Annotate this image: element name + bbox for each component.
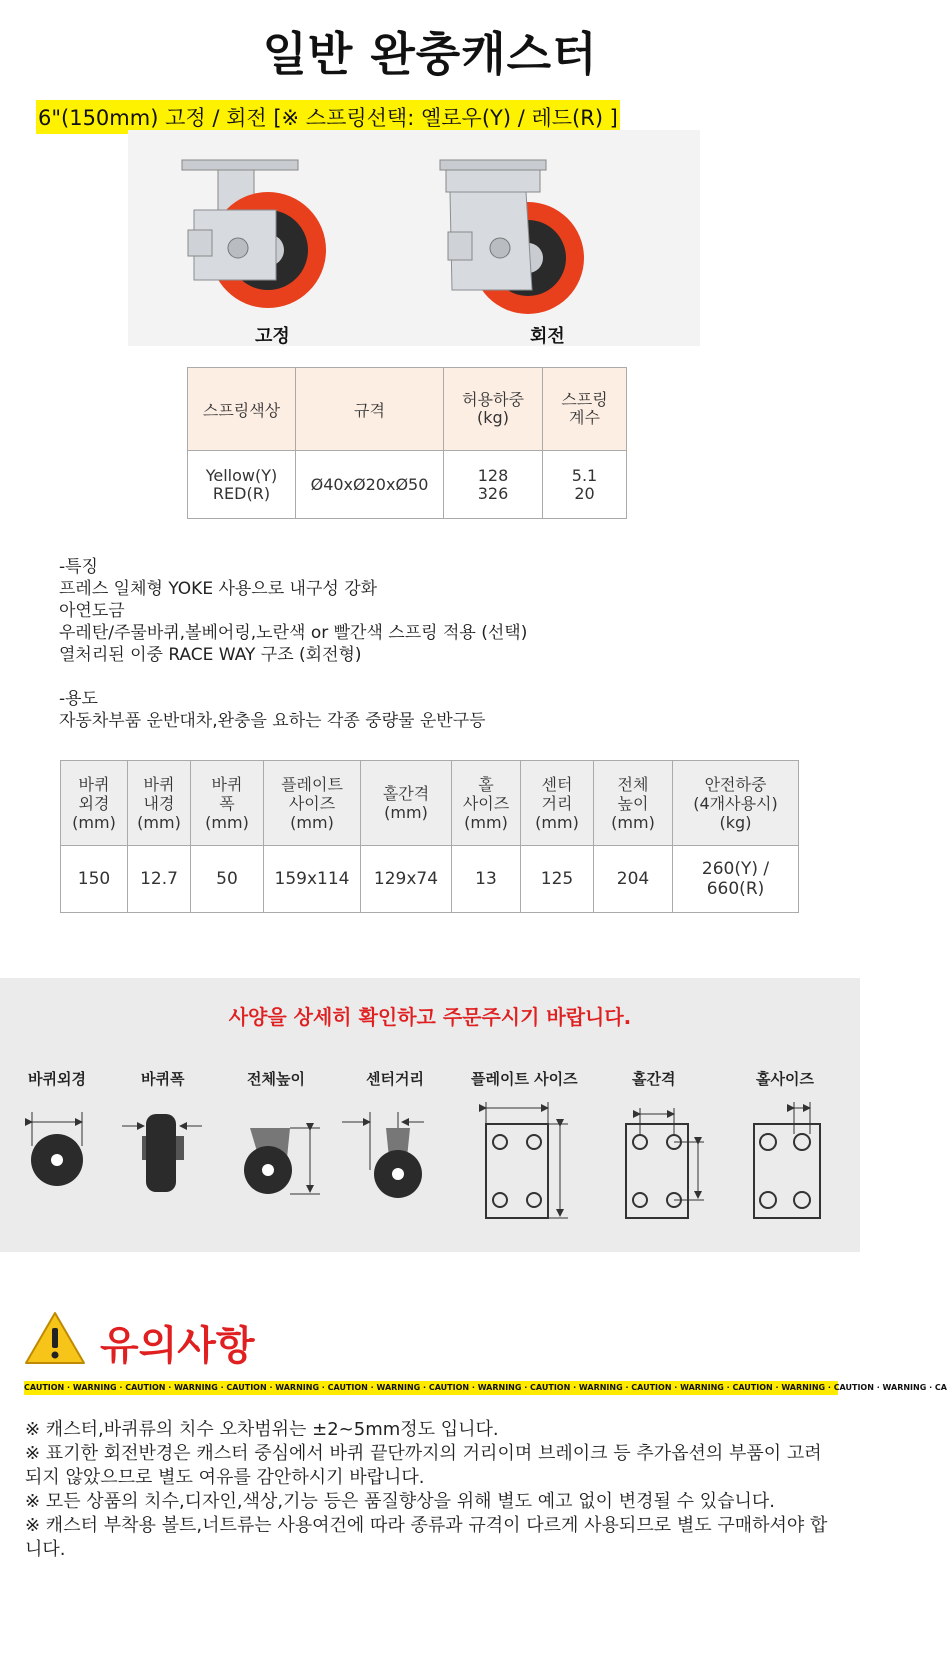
caution-note: ※ 캐스터,바퀴류의 치수 오차범위는 ±2~5mm정도 입니다. [25,1419,499,1440]
spec-cell: 129x74 [361,846,452,913]
diagram-label: 바퀴외경 [28,1070,86,1088]
spec-header: 홀간격 (mm) [361,761,452,846]
hole-size-diagram [754,1102,820,1218]
fixed-caster-photo [182,160,326,308]
spec-cell: 260(Y) / 660(R) [673,846,799,913]
caster-photos [128,130,700,346]
caution-notes [25,1418,835,1562]
wheel-diameter-diagram [31,1112,83,1186]
caution-title: 유의사항 [100,1323,255,1369]
features-text: -특징 프레스 일체형 YOKE 사용으로 내구성 강화 아연도금 우레탄/주물바퀴,볼베어링,노란색 or 빨간색 스프링 적용 (선택) 열처리된 이중 RACE WAY 구조 (회전형) -용도 자동차부품 운반대차,완충을 요하는 각종 중량물 운반구등 [59,557,528,731]
hole-spacing-diagram [626,1108,704,1218]
spec-table-header-row [61,761,799,846]
spring-table-header-row [188,368,627,451]
spring-cell-spec: Ø40xØ20xØ50 [296,451,444,519]
diagram-label: 플레이트 사이즈 [471,1070,578,1088]
spring-cell-load: 128 326 [444,451,543,519]
total-height-diagram [244,1128,320,1194]
fixed-label: 고정 [255,326,290,347]
caution-stripe: CAUTION · WARNING · CAUTION · WARNING · CAUTION · WARNING · CAUTION · WARNING · CAUTION · WARNING · CAUTION · WARNING · CAUTION · WARNING · CAUTION · WARNING · CAUTION · WARNING · CA [24,1381,838,1395]
caution-note: ※ 표기한 회전반경은 캐스터 중심에서 바퀴 끝단까지의 거리이며 브레이크 등 추가옵션의 부품이 고려되지 않았으므로 별도 여유를 감안하시기 바랍니다. [25,1443,822,1488]
dimension-diagrams [0,1098,860,1232]
spec-header: 안전하중 (4개사용시) (kg) [673,761,799,846]
spring-table-row [188,451,627,519]
spec-header: 홀 사이즈 (mm) [452,761,521,846]
spring-header-spec: 규격 [296,368,444,451]
warning-triangle-icon [24,1310,86,1366]
spec-header: 바퀴 외경 (mm) [61,761,128,846]
spec-cell: 150 [61,846,128,913]
product-photo-area [128,130,700,346]
spec-cell: 50 [191,846,264,913]
spec-cell: 13 [452,846,521,913]
diagram-label: 센터거리 [366,1070,424,1088]
spec-cell: 204 [594,846,673,913]
spring-cell-coef: 5.1 20 [543,451,627,519]
spring-header-coef: 스프링 계수 [543,368,627,451]
spec-table [60,760,799,913]
spring-header-color: 스프링색상 [188,368,296,451]
spec-header: 전체 높이 (mm) [594,761,673,846]
wheel-width-diagram [122,1114,202,1192]
diagram-label: 전체높이 [247,1070,305,1088]
spec-cell: 12.7 [128,846,191,913]
spec-header: 센터 거리 (mm) [521,761,594,846]
spec-cell: 159x114 [264,846,361,913]
page-title: 일반 완충캐스터 [262,27,598,81]
spec-table-row [61,846,799,913]
product-subtitle: 6"(150mm) 고정 / 회전 [※ 스프링선택: 옐로우(Y) / 레드(R) ] [36,100,620,134]
caution-note: ※ 캐스터 부착용 볼트,너트류는 사용여건에 따라 종류과 규격이 다르게 사용되므로 별도 구매하셔야 합니다. [25,1515,828,1560]
spring-header-load: 허용하중 (kg) [444,368,543,451]
spring-cell-color: Yellow(Y) RED(R) [188,451,296,519]
plate-size-diagram [486,1102,568,1218]
diagram-label: 홀사이즈 [756,1070,814,1088]
center-distance-diagram [342,1112,424,1198]
dimension-guide-heading: 사양을 상세히 확인하고 주문주시기 바랍니다. [228,1005,632,1029]
spring-table [187,367,627,519]
spec-header: 바퀴 내경 (mm) [128,761,191,846]
swivel-label: 회전 [530,326,565,347]
spec-header: 플레이트 사이즈 (mm) [264,761,361,846]
caution-note: ※ 모든 상품의 치수,디자인,색상,기능 등은 품질향상을 위해 별도 예고 없이 변경될 수 있습니다. [25,1491,775,1512]
spec-header: 바퀴 폭 (mm) [191,761,264,846]
swivel-caster-photo [440,160,584,314]
spec-cell: 125 [521,846,594,913]
diagram-label: 홀간격 [632,1070,676,1088]
diagram-label: 바퀴폭 [141,1070,185,1088]
